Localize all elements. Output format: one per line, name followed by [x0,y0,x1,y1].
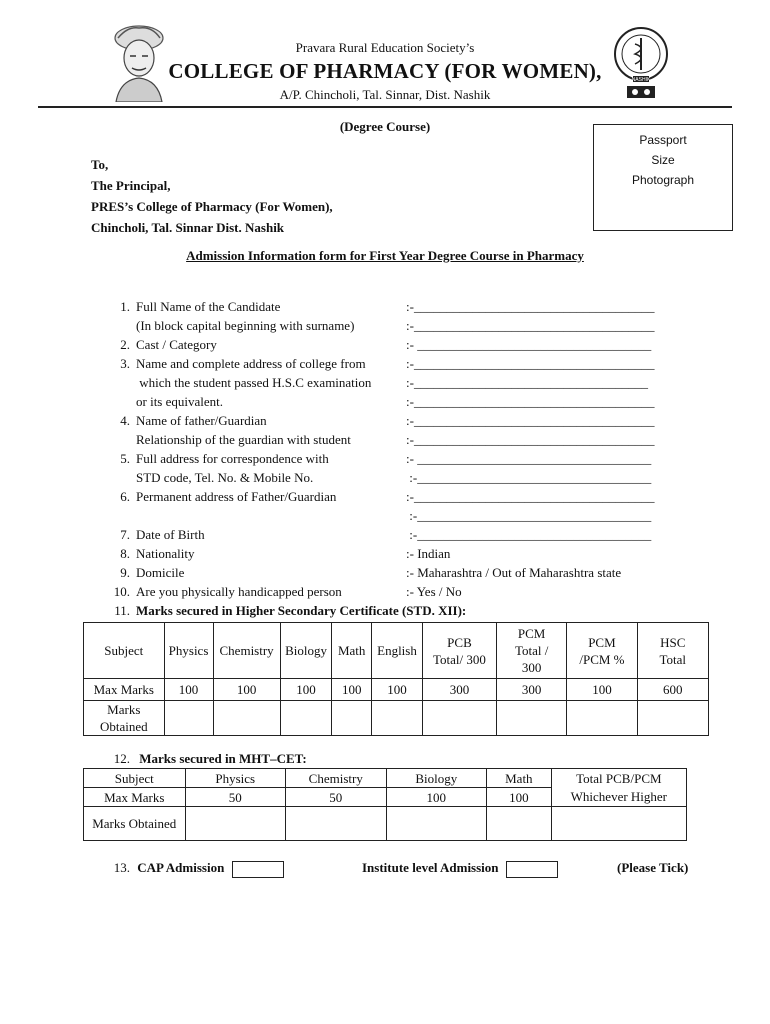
item-answer-field[interactable]: :-____________________________________ [406,375,648,390]
form-items [106,297,686,620]
item-label: Cast / Category [136,337,217,352]
item-label: Date of Birth [136,527,205,542]
hsc-max-value: 100 [372,679,423,701]
cet-header-cell: Physics [185,769,285,788]
cet-header-cell: Biology [386,769,486,788]
cet-title: Marks secured in MHT–CET: [139,751,307,766]
college-name: COLLEGE OF PHARMACY (FOR WOMEN), [168,59,602,83]
cet-obtained-input[interactable] [185,807,285,841]
item-label: Full Name of the Candidate [136,299,281,314]
item-number: 11. [114,603,130,618]
item-answer-field[interactable]: :-____________________________________ [406,508,652,523]
item-number: 8. [120,546,130,561]
hsc-header-cell: Physics [164,623,213,679]
item-answer-field[interactable]: :-_____________________________________ [406,299,655,314]
hsc-max-value: 600 [637,679,708,701]
cet-num: 12. [113,751,130,766]
item-answer-field[interactable]: :-____________________________________ [406,470,652,485]
item-number: 10. [113,584,130,599]
cet-total-input[interactable] [551,807,686,841]
addressee-place: Chincholi, Tal. Sinnar Dist. Nashik [91,220,285,235]
item-number: 5. [120,451,130,466]
hsc-header-row [84,623,709,679]
hsc-max-value: 300 [423,679,497,701]
item-answer-field[interactable]: :-_____________________________________ [406,394,655,409]
item-number: 2. [120,337,130,352]
hsc-obtained-input[interactable] [332,701,372,736]
hsc-max-value: 300 [496,679,566,701]
form-item-row [106,297,686,316]
hsc-header-cell: Chemistry [213,623,280,679]
item-label: Permanent address of Father/Guardian [136,489,337,504]
hsc-header-cell: PCM /PCM % [567,623,637,679]
item-answer-field[interactable]: :-_____________________________________ [406,318,655,333]
passport-line-3: Photograph [631,173,695,187]
form-item-row [106,430,686,449]
hsc-obtained-label: Marks Obtained [84,701,165,736]
cet-max-value: 50 [185,788,285,807]
hsc-obtained-input[interactable] [280,701,332,736]
item-number: 9. [120,565,130,580]
cet-header-cell: Math [487,769,552,788]
cet-max-value: 100 [487,788,552,807]
form-item-row [106,601,686,620]
cet-total-header: Total PCB/PCM Whichever Higher [551,769,686,807]
hsc-max-value: 100 [332,679,372,701]
item-answer-field[interactable]: :-____________________________________ [406,527,652,542]
hsc-obtained-input[interactable] [423,701,497,736]
cet-obtained-row [84,807,687,841]
item-answer-field[interactable]: :-_____________________________________ [406,356,655,371]
addressee-principal: The Principal, [91,178,171,193]
form-item-row [106,335,686,354]
cet-obtained-label: Marks Obtained [84,807,186,841]
form-item-row [106,487,686,506]
item-answer-field[interactable]: :- ____________________________________ [406,337,652,352]
hsc-header-cell: Subject [84,623,165,679]
institute-admission [362,860,558,878]
cet-header-cell: Chemistry [285,769,386,788]
hsc-max-value: 100 [213,679,280,701]
item-label: Full address for correspondence with [136,451,329,466]
form-title: Admission Information form for First Year Degree Course in Pharmacy [186,248,584,263]
cet-max-label: Max Marks [84,788,186,807]
cet-header-row [84,769,687,788]
form-item-row [106,582,686,601]
addressee-to: To, [91,157,109,172]
hsc-obtained-input[interactable] [372,701,423,736]
item-label: Name of father/Guardian [136,413,267,428]
header-rule [38,106,732,108]
hsc-max-label: Max Marks [84,679,165,701]
item-answer-field[interactable]: :-_____________________________________ [406,432,655,447]
cet-heading [106,751,307,767]
institute-admission-label: Institute level Admission [362,860,499,875]
form-item-row [106,316,686,335]
item-answer-field[interactable]: :- Yes / No [406,584,462,599]
hsc-header-cell: Biology [280,623,332,679]
please-tick: (Please Tick) [617,860,689,875]
addressee-block [91,154,333,238]
cet-header-cell: Subject [84,769,186,788]
item-label: (In block capital beginning with surname) [136,318,355,333]
college-address: A/P. Chincholi, Tal. Sinnar, Dist. Nashik [279,87,491,102]
hsc-header-cell: PCB Total/ 300 [423,623,497,679]
logo-text: NASHIK [631,77,651,83]
hsc-header-cell: PCM Total / 300 [496,623,566,679]
item-label: Domicile [136,565,185,580]
item-answer-field[interactable]: :- Maharashtra / Out of Maharashtra state [406,565,622,580]
hsc-obtained-input[interactable] [567,701,637,736]
hsc-obtained-row [84,701,709,736]
hsc-obtained-input[interactable] [164,701,213,736]
item-answer-field[interactable]: :- ____________________________________ [406,451,652,466]
item-label: which the student passed H.S.C examination [136,375,372,390]
form-item-row [106,392,686,411]
cap-admission [106,860,284,878]
hsc-obtained-input[interactable] [496,701,566,736]
cap-admission-checkbox[interactable] [232,861,284,878]
item-number: 3. [120,356,130,371]
form-item-row [106,468,686,487]
item-number: 7. [120,527,130,542]
item-label: STD code, Tel. No. & Mobile No. [136,470,314,485]
degree-course: (Degree Course) [339,119,431,134]
item-label: Relationship of the guardian with student [136,432,351,447]
cet-marks-table [83,768,687,841]
form-item-row [106,449,686,468]
cap-admission-label: CAP Admission [137,860,225,875]
cet-obtained-input[interactable] [487,807,552,841]
form-item-row [106,354,686,373]
form-item-row [106,411,686,430]
hsc-header-cell: HSC Total [637,623,708,679]
item-answer-field[interactable]: :- Indian [406,546,451,561]
item-number: 6. [120,489,130,504]
form-item-row [106,563,686,582]
item-answer-field[interactable]: :-_____________________________________ [406,413,655,428]
form-item-row [106,544,686,563]
admission-num: 13. [113,860,130,875]
passport-line-1: Passport [639,133,687,147]
item-label: Name and complete address of college from [136,356,366,371]
item-label: Marks secured in Higher Secondary Certificate (STD. XII): [136,603,467,618]
item-number: 4. [120,413,130,428]
institute-admission-checkbox[interactable] [506,861,558,878]
hsc-header-cell: English [372,623,423,679]
passport-line-2: Size [651,153,675,167]
society-name: Pravara Rural Education Society’s [295,40,475,55]
item-label: Nationality [136,546,195,561]
hsc-max-value: 100 [567,679,637,701]
hsc-max-value: 100 [164,679,213,701]
item-number: 1. [120,299,130,314]
hsc-header-cell: Math [332,623,372,679]
item-label: or its equivalent. [136,394,224,409]
cet-max-value: 50 [285,788,386,807]
cet-obtained-input[interactable] [285,807,386,841]
cet-obtained-input[interactable] [386,807,486,841]
cet-max-value: 100 [386,788,486,807]
hsc-obtained-input[interactable] [637,701,708,736]
item-answer-field[interactable]: :-_____________________________________ [406,489,655,504]
addressee-college: PRES’s College of Pharmacy (For Women), [91,199,333,214]
passport-photo-box[interactable] [593,124,733,231]
hsc-obtained-input[interactable] [213,701,280,736]
hsc-marks-table [83,622,709,736]
hsc-max-value: 100 [280,679,332,701]
hsc-max-row [84,679,709,701]
form-item-row [106,525,686,544]
item-label: Are you physically handicapped person [136,584,342,599]
form-item-row [106,373,686,392]
form-item-row [106,506,686,525]
